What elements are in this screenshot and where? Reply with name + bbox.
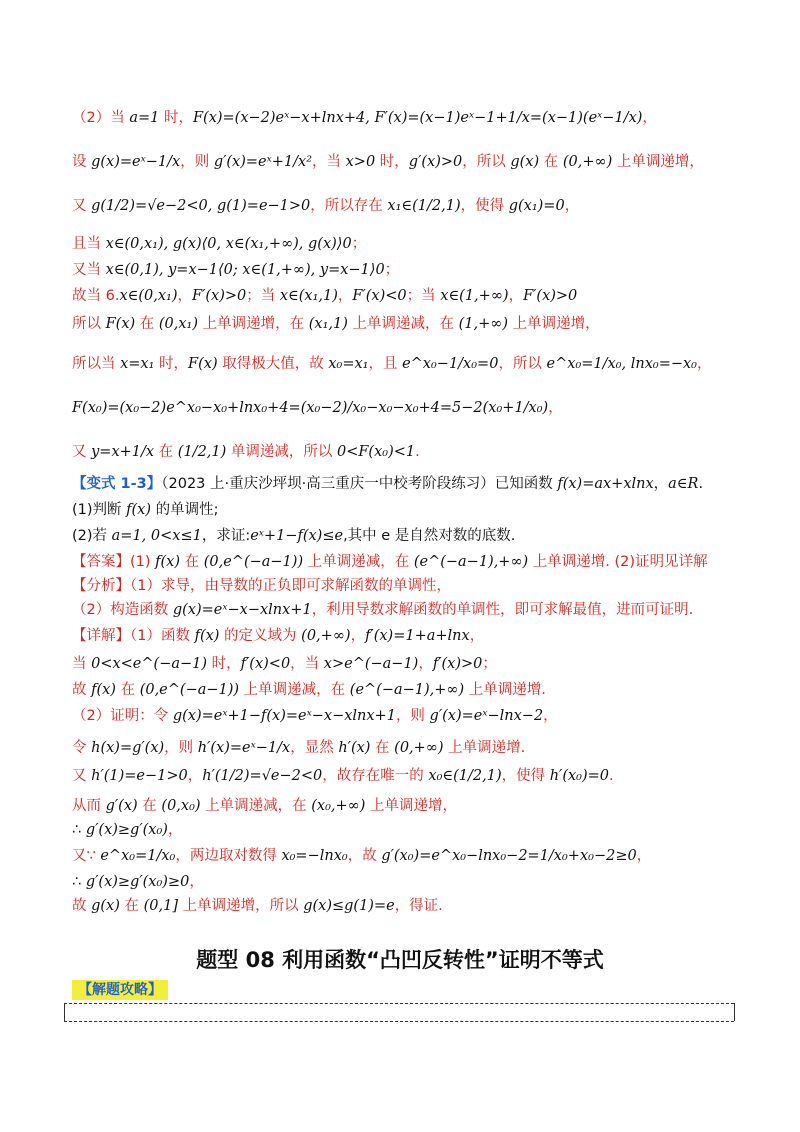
text-segment: 故: [72, 682, 92, 698]
text-line: [72, 796, 752, 816]
text-line: [72, 654, 752, 674]
text-segment: ，利用导数求解函数的单调性，即可求解最值，进而可证明.: [311, 602, 694, 618]
math-expression: x₁∈(1/2,1): [387, 198, 461, 214]
math-expression: 0<F(x₀)<1: [337, 444, 416, 460]
text-segment: 上单调递增，: [612, 154, 704, 170]
math-expression: (e^(−a−1),+∞): [413, 554, 529, 570]
text-segment: 在: [119, 898, 144, 914]
text-segment: ，: [653, 476, 669, 492]
text-segment: 【变式 1-3】: [72, 476, 162, 492]
math-expression: f′(x)>0: [432, 656, 483, 672]
math-expression: f(x): [126, 502, 152, 518]
text-segment: 上单调递减，在: [303, 554, 414, 570]
text-segment: ，: [548, 400, 563, 416]
text-segment: ；: [482, 656, 497, 672]
text-segment: ；当: [406, 288, 441, 304]
text-line: [72, 766, 752, 786]
text-segment: .: [415, 444, 420, 460]
text-line: [72, 474, 752, 494]
text-line: [72, 314, 752, 334]
text-segment: ，当: [312, 154, 346, 170]
math-expression: (1/2,1): [177, 444, 227, 460]
text-segment: ，则: [164, 740, 198, 756]
math-expression: x∈(0,1), y=x−1⟨0; x∈(1,+∞), y=x−1⟩0: [105, 262, 385, 278]
math-expression: x₀=−lnx₀: [281, 848, 348, 864]
text-segment: ，所以: [498, 356, 547, 372]
math-expression: h′(x): [338, 740, 371, 756]
text-line: [72, 526, 752, 546]
text-segment: 在: [137, 798, 162, 814]
math-expression: y=x+1/x: [91, 444, 155, 460]
math-expression: g(x): [510, 154, 540, 170]
strategy-badge: 【解题攻略】: [72, 980, 168, 1000]
text-segment: 时，: [154, 356, 189, 372]
text-line: [72, 738, 752, 758]
text-segment: ，故存在唯一的: [322, 768, 429, 784]
text-segment: 时，: [375, 154, 409, 170]
text-line: [72, 626, 752, 646]
text-line: [72, 260, 752, 280]
math-expression: F′(x)<0: [352, 288, 407, 304]
math-expression: (0,+∞): [394, 740, 444, 756]
text-line: [72, 552, 752, 572]
text-segment: 且当: [72, 236, 106, 252]
math-expression: f(x): [155, 554, 181, 570]
math-expression: h(x)=g′(x): [91, 740, 165, 756]
text-segment: 当: [72, 656, 92, 672]
text-segment: ，两边取对数得: [175, 848, 282, 864]
math-expression: (0,+∞): [301, 628, 351, 644]
text-segment: （2023 上·重庆沙坪坝·高三重庆一中校考阶段练习）已知函数: [161, 476, 558, 492]
text-segment: 取得极大值，故: [217, 356, 329, 372]
text-segment: ，: [508, 288, 524, 304]
text-segment: 上单调递增.: [464, 682, 546, 698]
math-expression: (0,x₁): [158, 316, 199, 332]
math-expression: h′(1)=e−1>0: [91, 768, 188, 784]
text-segment: ，: [189, 874, 204, 890]
text-segment: 在: [115, 682, 140, 698]
text-segment: 设: [72, 154, 92, 170]
math-expression: a=1: [129, 110, 160, 126]
text-segment: 在: [135, 316, 159, 332]
math-expression: F′(x)>0: [523, 288, 578, 304]
math-expression: F(x)=(x−2)eˣ−x+lnx+4, F′(x)=(x−1)eˣ−1+1/x=(x−1)(eˣ−1/x): [192, 110, 643, 126]
text-segment: 时，: [159, 110, 193, 126]
text-segment: （2）构造函数: [72, 602, 173, 618]
text-segment: 上单调递增，在: [198, 316, 309, 332]
text-segment: ，则: [395, 708, 430, 724]
text-line: [72, 600, 752, 620]
text-segment: ，: [564, 198, 580, 214]
math-expression: F(x₀)=(x₀−2)e^x₀−x₀+lnx₀+4=(x₀−2)/x₀−x₀−x₀+4=5−2(x₀+1/x₀): [72, 400, 549, 416]
text-line: [72, 108, 752, 128]
text-segment: 上单调递减，在: [239, 682, 350, 698]
math-expression: g′(x)≥g′(x₀)≥0: [85, 874, 190, 890]
math-expression: (0,e^(−a−1)): [139, 682, 240, 698]
text-segment: ，使得: [501, 768, 550, 784]
text-segment: 上单调递增，: [508, 316, 600, 332]
text-segment: ，: [337, 288, 353, 304]
math-expression: g(x)=eˣ+1−f(x)=eˣ−x−xlnx+1: [172, 708, 396, 724]
text-segment: 单调递减，所以: [226, 444, 337, 460]
text-line: [72, 234, 752, 254]
text-segment: 【分析】（1）求导，由导数的正负即可求解函数的单调性，: [72, 578, 451, 594]
math-expression: g′(x)≥g′(x₀): [85, 822, 168, 838]
text-line: [72, 706, 752, 726]
text-segment: ，: [167, 822, 183, 838]
text-segment: ；: [384, 262, 400, 278]
math-expression: a∈R: [668, 476, 699, 492]
math-expression: g(x)≤g(1)=e: [303, 898, 395, 914]
text-segment: 上单调递增. (2)证明见详解: [528, 554, 708, 570]
strategy-box-right-border: [734, 1003, 735, 1021]
text-segment: ，: [350, 628, 366, 644]
text-segment: (2)若: [72, 528, 112, 544]
text-segment: 上单调递增，所以: [177, 898, 304, 914]
text-segment: 从而: [72, 798, 106, 814]
math-expression: x>e^(−a−1): [323, 656, 419, 672]
text-segment: ；当: [246, 288, 280, 304]
math-expression: h′(x)=eˣ−1/x: [197, 740, 291, 756]
math-expression: x₀=x₁: [328, 356, 369, 372]
math-expression: (0,1]: [143, 898, 178, 914]
text-segment: （2）证明：令: [72, 708, 173, 724]
text-segment: ，求证:: [201, 528, 251, 544]
text-segment: ，使得: [460, 198, 509, 214]
math-expression: g′(x)=eˣ−lnx−2: [429, 708, 544, 724]
text-segment: .: [698, 476, 704, 492]
math-expression: (1,+∞): [458, 316, 508, 332]
math-expression: F(x): [105, 316, 136, 332]
math-expression: f′(x)<0: [240, 656, 291, 672]
math-expression: g(x): [91, 898, 120, 914]
text-line: [72, 500, 752, 520]
math-expression: h′(x₀)=0: [549, 768, 610, 784]
math-expression: f(x)=ax+xlnx: [557, 476, 654, 492]
math-expression: x∈(1,+∞): [440, 288, 509, 304]
text-segment: ，: [418, 656, 433, 672]
text-line: [72, 398, 752, 418]
math-expression: g(x)=eˣ−x−xlnx+1: [172, 602, 312, 618]
text-line: [72, 286, 752, 306]
text-segment: 上单调递增.: [443, 740, 526, 756]
math-expression: f′(x)=1+a+lnx: [365, 628, 470, 644]
math-expression: (e^(−a−1),+∞): [349, 682, 465, 698]
text-segment: ，: [543, 708, 558, 724]
text-segment: 又: [72, 444, 92, 460]
text-segment: ∴: [72, 874, 86, 890]
math-expression: g(x₁)=0: [508, 198, 565, 214]
math-expression: e^x₀=1/x₀, lnx₀=−x₀: [546, 356, 697, 372]
math-expression: g(1/2)=√e−2<0, g(1)=e−1>0: [91, 198, 311, 214]
text-segment: 故当 6.: [72, 288, 120, 304]
text-line: [72, 846, 752, 866]
text-line: [72, 442, 752, 462]
text-segment: ；: [351, 236, 367, 252]
text-segment: 所以: [72, 316, 106, 332]
text-segment: 在: [370, 740, 395, 756]
text-line: [72, 896, 752, 916]
math-expression: x=x₁: [120, 356, 155, 372]
text-line: [72, 196, 752, 216]
text-segment: 上单调递减，在: [347, 316, 459, 332]
text-segment: 所以当: [72, 356, 121, 372]
strategy-box-top-border: [64, 1003, 734, 1004]
text-segment: ,其中 e 是自然对数的底数.: [343, 528, 516, 544]
text-segment: ，: [469, 628, 485, 644]
math-expression: F′(x)>0: [192, 288, 247, 304]
text-segment: ，: [642, 110, 657, 126]
text-segment: ，且: [368, 356, 403, 372]
math-expression: e^x₀−1/x₀=0: [402, 356, 499, 372]
math-expression: g(x)=eˣ−1/x: [91, 154, 181, 170]
text-segment: (1)判断: [72, 502, 127, 518]
math-expression: a=1, 0<x≤1: [111, 528, 202, 544]
text-segment: ，所以: [462, 154, 511, 170]
text-segment: ，当: [290, 656, 324, 672]
math-expression: eˣ+1−f(x)≤e: [250, 528, 344, 544]
math-expression: x∈(0,x₁), g(x)⟨0, x∈(x₁,+∞), g(x)⟩0: [105, 236, 352, 252]
math-expression: g′(x): [105, 798, 138, 814]
math-expression: x∈(0,x₁): [119, 288, 178, 304]
math-expression: f(x): [194, 628, 220, 644]
text-line: [72, 576, 752, 596]
text-segment: (1): [130, 554, 156, 570]
text-line: [72, 152, 752, 172]
strategy-box-left-border: [64, 1003, 65, 1021]
math-expression: 0<x<e^(−a−1): [91, 656, 208, 672]
math-expression: (0,x₀): [161, 798, 201, 814]
math-expression: g′(x)=eˣ+1/x²: [213, 154, 313, 170]
text-segment: ，显然: [290, 740, 339, 756]
text-line: [72, 820, 752, 840]
math-expression: F(x): [188, 356, 218, 372]
text-segment: ，故: [347, 848, 382, 864]
text-segment: ，所以存在: [310, 198, 388, 214]
math-expression: (0,e^(−a−1)): [203, 554, 304, 570]
section-title: 题型 08 利用函数“凸凹反转性”证明不等式: [196, 948, 604, 972]
text-segment: 在: [180, 554, 204, 570]
text-segment: ，: [636, 848, 652, 864]
math-expression: x₀∈(1/2,1): [428, 768, 502, 784]
math-expression: h′(1/2)=√e−2<0: [202, 768, 323, 784]
text-segment: 上单调递减，在: [200, 798, 312, 814]
text-segment: 上单调递增，: [365, 798, 458, 814]
text-segment: 又: [72, 768, 92, 784]
math-expression: (x₁,1): [308, 316, 348, 332]
text-segment: 令: [72, 740, 92, 756]
text-segment: 又: [72, 198, 92, 214]
text-segment: （2）当: [72, 110, 130, 126]
text-line: [72, 872, 752, 892]
text-segment: 【详解】（1）函数: [72, 628, 195, 644]
text-segment: ，则: [180, 154, 214, 170]
text-segment: ，得证.: [394, 898, 443, 914]
text-segment: 的定义域为: [219, 628, 302, 644]
text-segment: 故: [72, 898, 92, 914]
text-line: [72, 354, 752, 374]
math-expression: f(x): [91, 682, 116, 698]
text-segment: 时，: [207, 656, 241, 672]
text-segment: 又∵: [72, 848, 101, 864]
text-segment: ∴: [72, 822, 86, 838]
text-segment: 【答案】: [72, 554, 130, 570]
text-segment: 又当: [72, 262, 106, 278]
math-expression: (0,+∞): [562, 154, 613, 170]
strategy-box-bottom-border: [64, 1021, 734, 1022]
text-segment: 在: [154, 444, 178, 460]
text-segment: ，: [187, 768, 203, 784]
math-expression: g′(x)>0: [408, 154, 463, 170]
text-segment: 的单调性;: [151, 502, 219, 518]
text-segment: .: [609, 768, 614, 784]
math-expression: x∈(x₁,1): [279, 288, 338, 304]
text-segment: 在: [539, 154, 563, 170]
text-segment: ，: [697, 356, 712, 372]
math-expression: g′(x₀)=e^x₀−lnx₀−2=1/x₀+x₀−2≥0: [381, 848, 637, 864]
math-expression: (x₀,+∞): [311, 798, 366, 814]
text-segment: ，: [177, 288, 193, 304]
text-line: [72, 680, 752, 700]
math-expression: e^x₀=1/x₀: [100, 848, 176, 864]
math-expression: x>0: [345, 154, 376, 170]
